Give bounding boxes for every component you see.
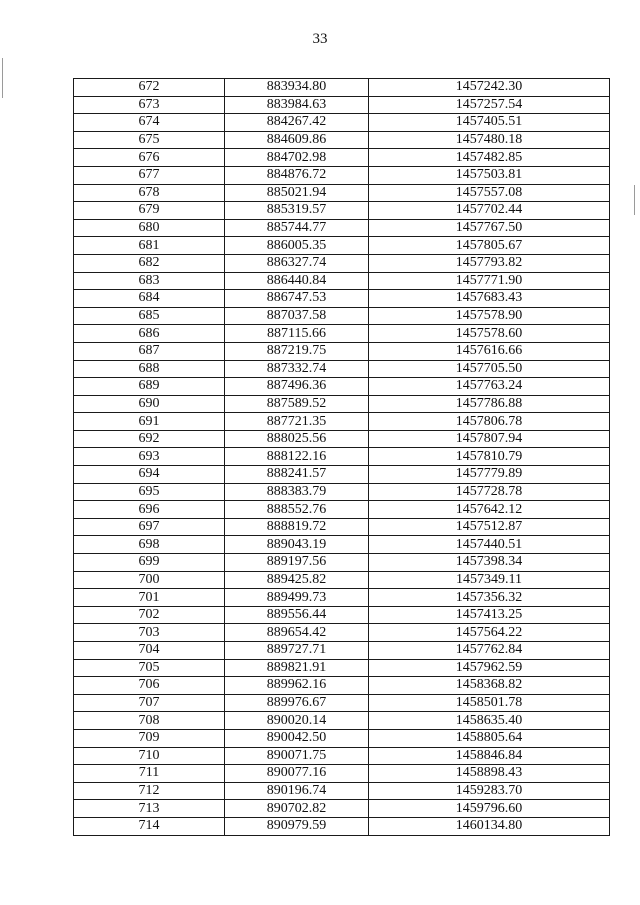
table-row <box>74 554 610 572</box>
table-row <box>74 642 610 660</box>
table-row <box>74 378 610 396</box>
x-coordinate-cell: 890042.50 <box>225 729 369 747</box>
table-row <box>74 712 610 730</box>
x-coordinate-cell: 886440.84 <box>225 272 369 290</box>
y-coordinate-cell: 1458368.82 <box>369 677 610 695</box>
x-coordinate-cell: 889197.56 <box>225 554 369 572</box>
y-coordinate-cell: 1457807.94 <box>369 430 610 448</box>
x-coordinate-cell: 890020.14 <box>225 712 369 730</box>
table-row <box>74 571 610 589</box>
x-coordinate-cell: 888819.72 <box>225 518 369 536</box>
y-coordinate-cell: 1457512.87 <box>369 518 610 536</box>
x-coordinate-cell: 884876.72 <box>225 166 369 184</box>
y-coordinate-cell: 1459796.60 <box>369 800 610 818</box>
point-number-cell: 712 <box>74 782 225 800</box>
table-row <box>74 677 610 695</box>
point-number-cell: 703 <box>74 624 225 642</box>
point-number-cell: 697 <box>74 518 225 536</box>
point-number-cell: 693 <box>74 448 225 466</box>
table-row <box>74 307 610 325</box>
y-coordinate-cell: 1458805.64 <box>369 729 610 747</box>
x-coordinate-cell: 886005.35 <box>225 237 369 255</box>
point-number-cell: 714 <box>74 817 225 835</box>
table-row <box>74 501 610 519</box>
x-coordinate-cell: 890196.74 <box>225 782 369 800</box>
table-row <box>74 202 610 220</box>
y-coordinate-cell: 1457349.11 <box>369 571 610 589</box>
table-row <box>74 624 610 642</box>
x-coordinate-cell: 885744.77 <box>225 219 369 237</box>
y-coordinate-cell: 1457705.50 <box>369 360 610 378</box>
coordinates-table <box>73 78 610 836</box>
x-coordinate-cell: 888552.76 <box>225 501 369 519</box>
x-coordinate-cell: 887115.66 <box>225 325 369 343</box>
table-row <box>74 290 610 308</box>
point-number-cell: 704 <box>74 642 225 660</box>
point-number-cell: 675 <box>74 131 225 149</box>
x-coordinate-cell: 890071.75 <box>225 747 369 765</box>
y-coordinate-cell: 1457762.84 <box>369 642 610 660</box>
point-number-cell: 687 <box>74 342 225 360</box>
point-number-cell: 690 <box>74 395 225 413</box>
x-coordinate-cell: 889976.67 <box>225 694 369 712</box>
right-edge-mark <box>634 185 635 215</box>
point-number-cell: 711 <box>74 765 225 783</box>
y-coordinate-cell: 1457806.78 <box>369 413 610 431</box>
y-coordinate-cell: 1457578.90 <box>369 307 610 325</box>
x-coordinate-cell: 887037.58 <box>225 307 369 325</box>
x-coordinate-cell: 889499.73 <box>225 589 369 607</box>
x-coordinate-cell: 887496.36 <box>225 378 369 396</box>
table-row <box>74 659 610 677</box>
point-number-cell: 694 <box>74 466 225 484</box>
point-number-cell: 688 <box>74 360 225 378</box>
x-coordinate-cell: 885319.57 <box>225 202 369 220</box>
y-coordinate-cell: 1457805.67 <box>369 237 610 255</box>
y-coordinate-cell: 1457398.34 <box>369 554 610 572</box>
y-coordinate-cell: 1457767.50 <box>369 219 610 237</box>
table-row <box>74 272 610 290</box>
y-coordinate-cell: 1460134.80 <box>369 817 610 835</box>
y-coordinate-cell: 1457702.44 <box>369 202 610 220</box>
y-coordinate-cell: 1458846.84 <box>369 747 610 765</box>
table-row <box>74 729 610 747</box>
table-row <box>74 342 610 360</box>
y-coordinate-cell: 1457413.25 <box>369 606 610 624</box>
table-row <box>74 413 610 431</box>
table-row <box>74 430 610 448</box>
x-coordinate-cell: 889654.42 <box>225 624 369 642</box>
point-number-cell: 695 <box>74 483 225 501</box>
x-coordinate-cell: 888122.16 <box>225 448 369 466</box>
x-coordinate-cell: 889425.82 <box>225 571 369 589</box>
y-coordinate-cell: 1457779.89 <box>369 466 610 484</box>
y-coordinate-cell: 1457242.30 <box>369 79 610 97</box>
point-number-cell: 682 <box>74 254 225 272</box>
table-row <box>74 395 610 413</box>
y-coordinate-cell: 1458898.43 <box>369 765 610 783</box>
point-number-cell: 684 <box>74 290 225 308</box>
x-coordinate-cell: 884267.42 <box>225 114 369 132</box>
x-coordinate-cell: 889727.71 <box>225 642 369 660</box>
point-number-cell: 706 <box>74 677 225 695</box>
point-number-cell: 705 <box>74 659 225 677</box>
y-coordinate-cell: 1457683.43 <box>369 290 610 308</box>
point-number-cell: 686 <box>74 325 225 343</box>
x-coordinate-cell: 889556.44 <box>225 606 369 624</box>
point-number-cell: 679 <box>74 202 225 220</box>
point-number-cell: 713 <box>74 800 225 818</box>
table-row <box>74 782 610 800</box>
y-coordinate-cell: 1457786.88 <box>369 395 610 413</box>
x-coordinate-cell: 890702.82 <box>225 800 369 818</box>
table-row <box>74 325 610 343</box>
y-coordinate-cell: 1457557.08 <box>369 184 610 202</box>
x-coordinate-cell: 885021.94 <box>225 184 369 202</box>
table-row <box>74 536 610 554</box>
table-row <box>74 466 610 484</box>
x-coordinate-cell: 887332.74 <box>225 360 369 378</box>
x-coordinate-cell: 886747.53 <box>225 290 369 308</box>
x-coordinate-cell: 889043.19 <box>225 536 369 554</box>
point-number-cell: 677 <box>74 166 225 184</box>
y-coordinate-cell: 1457771.90 <box>369 272 610 290</box>
x-coordinate-cell: 888383.79 <box>225 483 369 501</box>
y-coordinate-cell: 1457616.66 <box>369 342 610 360</box>
y-coordinate-cell: 1457578.60 <box>369 325 610 343</box>
x-coordinate-cell: 884609.86 <box>225 131 369 149</box>
table-row <box>74 219 610 237</box>
x-coordinate-cell: 883984.63 <box>225 96 369 114</box>
table-row <box>74 448 610 466</box>
table-row <box>74 114 610 132</box>
x-coordinate-cell: 890979.59 <box>225 817 369 835</box>
y-coordinate-cell: 1459283.70 <box>369 782 610 800</box>
y-coordinate-cell: 1458501.78 <box>369 694 610 712</box>
point-number-cell: 689 <box>74 378 225 396</box>
point-number-cell: 701 <box>74 589 225 607</box>
table-row <box>74 589 610 607</box>
y-coordinate-cell: 1457962.59 <box>369 659 610 677</box>
y-coordinate-cell: 1457440.51 <box>369 536 610 554</box>
y-coordinate-cell: 1457728.78 <box>369 483 610 501</box>
point-number-cell: 674 <box>74 114 225 132</box>
y-coordinate-cell: 1457793.82 <box>369 254 610 272</box>
x-coordinate-cell: 887589.52 <box>225 395 369 413</box>
left-edge-mark <box>2 58 3 98</box>
table-row <box>74 131 610 149</box>
point-number-cell: 680 <box>74 219 225 237</box>
point-number-cell: 673 <box>74 96 225 114</box>
y-coordinate-cell: 1457642.12 <box>369 501 610 519</box>
y-coordinate-cell: 1457763.24 <box>369 378 610 396</box>
x-coordinate-cell: 889821.91 <box>225 659 369 677</box>
x-coordinate-cell: 888241.57 <box>225 466 369 484</box>
table-row <box>74 79 610 97</box>
point-number-cell: 708 <box>74 712 225 730</box>
x-coordinate-cell: 883934.80 <box>225 79 369 97</box>
y-coordinate-cell: 1457356.32 <box>369 589 610 607</box>
y-coordinate-cell: 1457480.18 <box>369 131 610 149</box>
point-number-cell: 696 <box>74 501 225 519</box>
y-coordinate-cell: 1457564.22 <box>369 624 610 642</box>
table-row <box>74 747 610 765</box>
table-row <box>74 237 610 255</box>
page-number: 33 <box>312 31 328 47</box>
point-number-cell: 691 <box>74 413 225 431</box>
point-number-cell: 676 <box>74 149 225 167</box>
coordinates-table-body <box>74 79 610 836</box>
y-coordinate-cell: 1457503.81 <box>369 166 610 184</box>
point-number-cell: 692 <box>74 430 225 448</box>
y-coordinate-cell: 1458635.40 <box>369 712 610 730</box>
y-coordinate-cell: 1457405.51 <box>369 114 610 132</box>
x-coordinate-cell: 890077.16 <box>225 765 369 783</box>
table-row <box>74 149 610 167</box>
table-row <box>74 800 610 818</box>
table-row <box>74 184 610 202</box>
table-row <box>74 166 610 184</box>
y-coordinate-cell: 1457257.54 <box>369 96 610 114</box>
table-row <box>74 694 610 712</box>
point-number-cell: 709 <box>74 729 225 747</box>
point-number-cell: 702 <box>74 606 225 624</box>
table-row <box>74 606 610 624</box>
point-number-cell: 700 <box>74 571 225 589</box>
table-row <box>74 765 610 783</box>
point-number-cell: 685 <box>74 307 225 325</box>
point-number-cell: 699 <box>74 554 225 572</box>
y-coordinate-cell: 1457810.79 <box>369 448 610 466</box>
y-coordinate-cell: 1457482.85 <box>369 149 610 167</box>
x-coordinate-cell: 886327.74 <box>225 254 369 272</box>
table-row <box>74 817 610 835</box>
point-number-cell: 683 <box>74 272 225 290</box>
point-number-cell: 698 <box>74 536 225 554</box>
x-coordinate-cell: 887219.75 <box>225 342 369 360</box>
x-coordinate-cell: 884702.98 <box>225 149 369 167</box>
x-coordinate-cell: 888025.56 <box>225 430 369 448</box>
point-number-cell: 678 <box>74 184 225 202</box>
table-row <box>74 254 610 272</box>
point-number-cell: 681 <box>74 237 225 255</box>
point-number-cell: 707 <box>74 694 225 712</box>
table-row <box>74 96 610 114</box>
x-coordinate-cell: 889962.16 <box>225 677 369 695</box>
point-number-cell: 710 <box>74 747 225 765</box>
table-row <box>74 360 610 378</box>
table-row <box>74 518 610 536</box>
point-number-cell: 672 <box>74 79 225 97</box>
table-row <box>74 483 610 501</box>
x-coordinate-cell: 887721.35 <box>225 413 369 431</box>
